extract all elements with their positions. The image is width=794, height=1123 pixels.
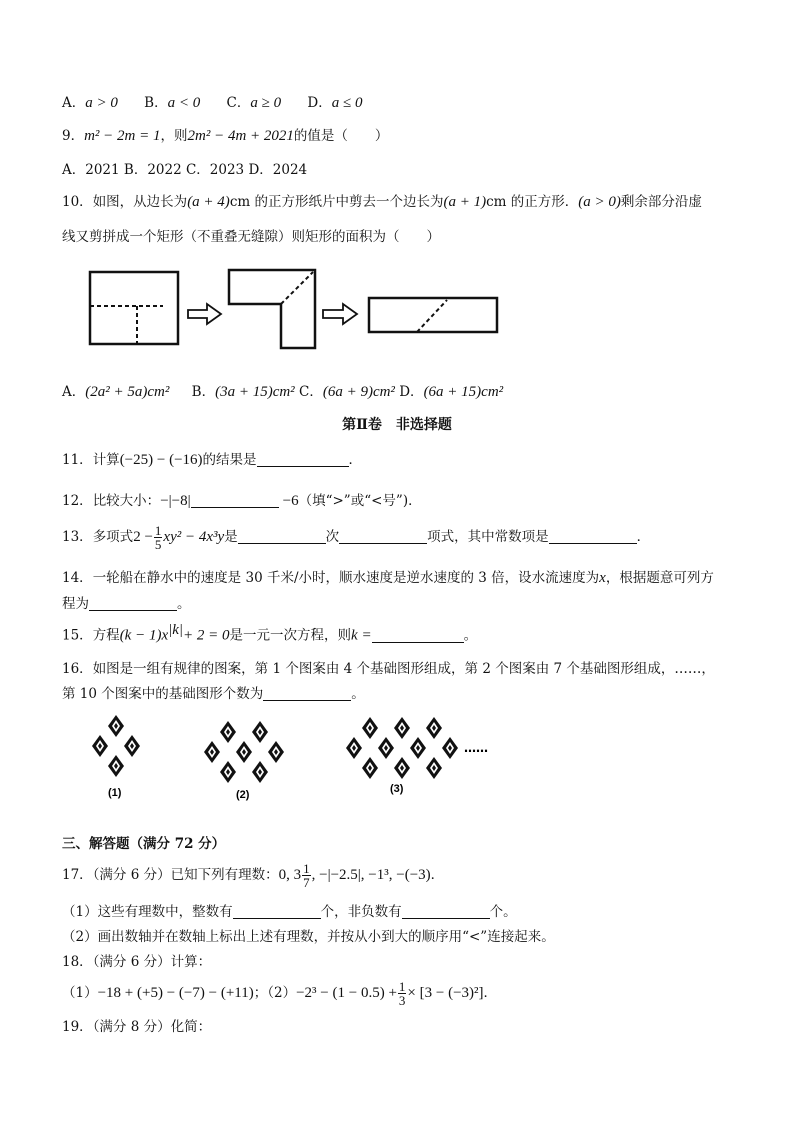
q15-t2: 是一元一次方程，则 [229, 627, 352, 644]
q15 [62, 622, 477, 645]
q18-t1: （满分 6 分）计算： [92, 954, 212, 970]
q13-blank-3[interactable] [549, 529, 637, 544]
q17-sub2: （2）画出数轴并在数轴上标出上述有理数，并按从小到大的顺序用“<”连接起来。 [62, 929, 555, 945]
q16-num: 16． [62, 661, 93, 677]
q10-t1: 如图，从边长为 [92, 194, 188, 210]
q14-line2 [62, 592, 191, 612]
q18-p1: （1） [62, 985, 98, 1001]
arrow-icon [323, 304, 357, 324]
frac-num: 1 [154, 523, 162, 538]
q14-answer-blank[interactable] [89, 596, 177, 611]
q18-e3: × [3 − (−3)²] [407, 985, 484, 1001]
q18-sep: ；（2） [253, 985, 297, 1001]
pattern-1 [92, 715, 140, 777]
q18-e1: −18 + (+5) − (−7) − (+11) [97, 985, 254, 1001]
q17-fraction [302, 862, 311, 889]
q17-end: ． [430, 867, 445, 883]
q12-m2: −6 [282, 493, 299, 509]
pattern-dots: …… [464, 741, 488, 755]
q10-opt-d: (6a + 15)cm² [423, 384, 504, 400]
q14-num: 14． [62, 570, 93, 586]
q9-options: A．2021 B．2022 C．2023 D．2024 [62, 162, 308, 178]
q17-m1: 0, 3 [278, 867, 302, 883]
q10-opt-d-label: D． [399, 384, 424, 400]
q12-num: 12． [62, 493, 93, 509]
q13-t1: 多项式 [92, 529, 134, 545]
q10-line2: 线又剪拼成一个矩形（不重叠无缝隙）则矩形的面积为（ ） [62, 229, 440, 245]
q9-math2: 2m² − 4m + 2021 [187, 128, 294, 144]
q18-num: 18． [62, 954, 93, 970]
q11-m1: (−25) − (−16) [119, 452, 203, 468]
q13-m2: xy² − 4x³y [163, 529, 225, 545]
q15-num: 15． [62, 627, 93, 644]
option-a-label: A． [62, 95, 86, 111]
option-a: a > 0 [85, 95, 118, 111]
frac-den: 3 [398, 993, 406, 1008]
part3-title: 三、解答题（满分 72 分） [62, 836, 226, 852]
q13-m1: 2 − [133, 529, 153, 545]
q10-options [62, 380, 503, 401]
option-b: a < 0 [167, 95, 201, 111]
option-d: a ≤ 0 [331, 95, 363, 111]
q17-sub1 [62, 900, 517, 920]
q11-answer-blank[interactable] [257, 452, 349, 467]
q10-figure [85, 262, 505, 352]
q10-stem [62, 190, 702, 211]
q17-stem [62, 862, 444, 889]
q17-s1a: （1）这些有理数中，整数有 [62, 904, 233, 920]
q18-end: ． [483, 985, 498, 1001]
q16-line2 [62, 682, 365, 702]
q12-answer-blank[interactable] [191, 493, 279, 508]
q9-math: m² − 2m = 1 [84, 128, 161, 144]
option-c-label: C． [226, 95, 251, 111]
q9-stem [62, 124, 388, 145]
q10-num: 10． [62, 194, 93, 210]
q16-answer-blank[interactable] [263, 686, 351, 701]
q11-end: ． [348, 452, 363, 468]
q11-num: 11． [62, 452, 93, 468]
q11-t2: 的结果是 [202, 452, 257, 468]
pattern-3 [346, 717, 458, 779]
q13-fraction [154, 524, 163, 551]
q10-t2: cm 的正方形纸片中剪去一个边长为 [229, 194, 444, 210]
q8-options [62, 91, 362, 112]
q14-line2-text: 程为 [62, 596, 89, 612]
frac-num: 1 [303, 861, 310, 876]
q12-t2: （填“>”或“<号”)． [298, 493, 422, 509]
figure-square [90, 272, 178, 344]
q14-end: 。 [177, 596, 191, 612]
q14-text: 一轮船在静水中的速度是 30 千米/小时，顺水速度是逆水速度的 3 倍，设水流速度为 [92, 570, 600, 586]
q16-line2-text: 第 10 个图案中的基础图形个数为 [62, 686, 264, 702]
q13-t2: 是 [224, 529, 238, 545]
q10-m2: (a + 1) [443, 194, 487, 210]
q12-t1: 比较大小： [92, 493, 161, 509]
q17-blank-nonnegative[interactable] [402, 904, 490, 919]
q18-e2: −2³ − (1 − 0.5) + [296, 985, 397, 1001]
q17-blank-integers[interactable] [233, 904, 321, 919]
pattern-label-1: (1) [108, 787, 122, 799]
q17-s1b: 个，非负数有 [320, 904, 402, 920]
q16-pattern-figure [80, 712, 500, 804]
q17-m2: , −|−2.5|, −1³, −(−3) [311, 867, 431, 883]
q12-m1: −|−8| [160, 493, 191, 509]
q15-m2: + 2 = 0 [183, 627, 230, 644]
pattern-2 [204, 721, 284, 783]
q10-opt-a-label: A． [62, 384, 86, 400]
q10-opt-c: (6a + 9)cm² [322, 384, 395, 400]
q13-end: ． [636, 529, 651, 545]
q13-blank-1[interactable] [238, 529, 326, 544]
q15-end: 。 [463, 627, 478, 644]
q15-m3: k = [351, 627, 372, 644]
option-d-label: D． [307, 95, 332, 111]
q16-end: 。 [351, 686, 365, 702]
q9-num: 9． [62, 128, 85, 144]
q19-num: 19． [62, 1019, 93, 1035]
q15-answer-blank[interactable] [372, 628, 464, 643]
frac-den: 5 [154, 537, 162, 552]
option-b-label: B． [144, 95, 168, 111]
q14-text-end: ，根据题意可列方 [605, 570, 714, 586]
q13-num: 13． [62, 529, 93, 545]
q14-var: x [599, 570, 606, 586]
q15-m1: (k − 1)x [119, 627, 169, 644]
q12 [62, 489, 422, 510]
q14-line1 [62, 566, 714, 587]
q9-end: 的值是（ ） [293, 128, 389, 144]
q18-fraction [398, 980, 407, 1007]
q11 [62, 448, 362, 469]
q10-opt-b: (3a + 15)cm² [215, 384, 295, 400]
option-c: a ≥ 0 [250, 95, 282, 111]
q19-t1: （满分 8 分）化简： [92, 1019, 212, 1035]
q17-num: 17． [62, 867, 93, 883]
pattern-label-3: (3) [390, 783, 404, 795]
q10-t3: cm 的正方形． [486, 194, 579, 210]
q15-t1: 方程 [92, 627, 120, 644]
q10-m1: (a + 4) [187, 194, 230, 210]
frac-num: 1 [398, 979, 406, 994]
q9-mid: ，则 [160, 128, 188, 144]
part2-title: 第Ⅱ卷 非选择题 [342, 417, 452, 433]
q10-t4: 剩余部分沿虚 [620, 194, 702, 210]
frac-den: 7 [303, 875, 310, 890]
q15-sup: |k| [168, 622, 184, 638]
q10-opt-a: (2a² + 5a)cm² [85, 384, 170, 400]
q13 [62, 524, 650, 551]
q16-line1 [62, 657, 715, 677]
q16-text: 如图是一组有规律的图案，第 1 个图案由 4 个基础图形组成，第 2 个图案由 7 个基础图形组成，……， [92, 661, 715, 677]
q10-opt-b-label: B． [191, 384, 216, 400]
q13-blank-2[interactable] [339, 529, 427, 544]
q17-s1c: 个。 [489, 904, 517, 920]
q18-stem [62, 950, 211, 970]
q13-t3: 次 [325, 529, 340, 545]
q10-m3: (a > 0) [578, 194, 621, 210]
pattern-label-2: (2) [236, 789, 250, 801]
arrow-icon [188, 304, 221, 324]
q10-opt-c-label: C． [298, 384, 323, 400]
q18-parts [62, 980, 497, 1007]
q17-t1: （满分 6 分）已知下列有理数： [92, 867, 279, 883]
q13-t4: 项式，其中常数项是 [427, 529, 549, 545]
q11-t1: 计算 [92, 452, 120, 468]
q19-stem [62, 1015, 211, 1035]
